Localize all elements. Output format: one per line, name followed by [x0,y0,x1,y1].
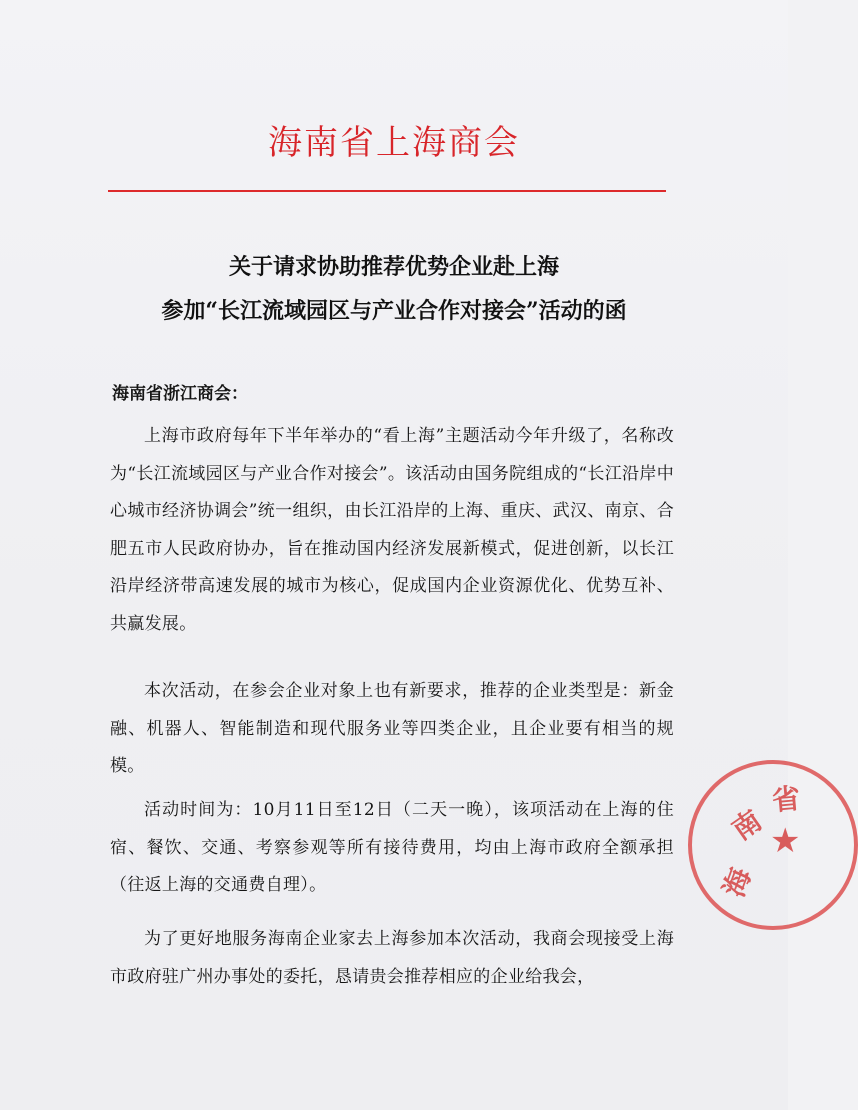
letterhead-org-name: 海南省上海商会 [268,123,520,163]
seal-char: 海 [717,863,758,902]
paragraph-3: 活动时间为：10月11日至12日（二天一晚），该项活动在上海的住宿、餐饮、交通、考察参观等所有接待费用，均由上海市政府全额承担（往返上海的交通费自理）。 [110,800,674,896]
paragraph-2: 本次活动，在参会企业对象上也有新要求，推荐的企业类型是：新金融、机器人、智能制造和现代服务业等四类企业，且企业要有相当的规模。 [110,681,674,777]
paragraph-4: 为了更好地服务海南企业家去上海参加本次活动，我商会现接受上海市政府驻广州办事处的委托，恳请贵会推荐相应的企业给我会， [110,929,674,987]
paragraph-1: 上海市政府每年下半年举办的“看上海”主题活动今年升级了，名称改为“长江流域园区与产业合作对接会”。该活动由国务院组成的“长江沿岸中心城市经济协调会”统一组织，由长江沿岸的上海、重庆、武汉、南京、合肥五市人民政府协办，旨在推动国内经济发展新模式，促进创新，以长江沿岸经济带高速发展的城市为核心，促成国内企业资源优化、优势互补、共赢发展。 [110,426,674,634]
seal-char: 南 [725,803,768,847]
salutation: 海南省浙江商会： [112,384,248,404]
official-seal-stamp [688,760,858,930]
document-title-line-1: 关于请求协助推荐优势企业赴上海 [228,254,559,280]
seal-star-icon: ★ [770,821,801,861]
document-title-line-2: 参加“长江流域园区与产业合作对接会”活动的函 [161,298,627,324]
seal-char: 省 [770,781,802,818]
letterhead-red-rule [108,190,666,192]
